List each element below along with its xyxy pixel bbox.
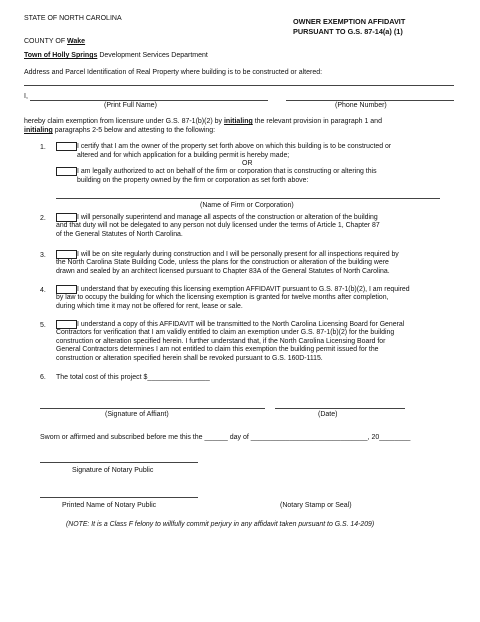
- item-6-number: 6.: [40, 374, 46, 381]
- initialing-emph: initialing: [24, 127, 53, 134]
- item-4-line: I understand that by executing this licensing exemption AFFIDAVIT pursuant to G.S. 87-1(b)(2), I am required: [77, 286, 410, 293]
- form-title-line1: OWNER EXEMPTION AFFIDAVIT: [293, 17, 406, 26]
- item-5-line: construction or alteration specified herein. I further understand that, if the North Carolina Licensing Board for: [56, 337, 386, 345]
- item-1-number: 1.: [40, 144, 46, 151]
- firm-line[interactable]: [56, 198, 440, 199]
- county-name: Wake: [67, 38, 86, 45]
- notary-stamp-label: (Notary Stamp or Seal): [280, 502, 352, 509]
- item-1a-text: [77, 143, 391, 160]
- state-label: STATE OF NORTH CAROLINA: [24, 15, 122, 22]
- initialing-emph: initialing: [223, 118, 253, 125]
- county-prefix: COUNTY OF: [24, 38, 68, 45]
- affiant-signature-label: (Signature of Affiant): [105, 411, 169, 418]
- item-5-line: General Contractors determines I am not entitled to claim this exemption the building permit issued for the: [56, 346, 379, 354]
- notary-signature-line[interactable]: [40, 462, 198, 463]
- town-department: [24, 51, 208, 60]
- town-name: Town of Holly Springs: [24, 52, 98, 59]
- item-5-line: construction or alteration specified herein shall be revoked pursuant to G.S. 160D-1115.: [56, 354, 323, 362]
- item-1a-line: I certify that I am the owner of the property set forth above on which this building is to be constructed or: [77, 143, 392, 150]
- department-name: Development Services Department: [97, 52, 208, 59]
- item-4-line: by law to occupy the building for which the licensing exemption is granted for twelve months after completion,: [56, 294, 389, 301]
- claim-line2: [24, 126, 215, 135]
- item-2-line: and that duty will not be delegated to any person not duly licensed under the terms of Article 1, Chapter 87: [56, 222, 380, 229]
- item-4-line: during which time it may not be offered for rent, lease or sale.: [56, 302, 243, 310]
- form-title-line2: PURSUANT TO G.S. 87-14(a) (1): [293, 27, 403, 36]
- affiant-signature-line[interactable]: [40, 408, 265, 409]
- address-line[interactable]: [24, 85, 454, 86]
- initial-box-4[interactable]: [56, 285, 77, 294]
- item-3-line: I will be on site regularly during construction and I will be personally present for all inspections required by: [77, 251, 399, 258]
- date-label: (Date): [318, 411, 338, 418]
- item-2-line: of the General Statutes of North Carolina.: [56, 230, 183, 238]
- total-cost-field[interactable]: The total cost of this project $________________: [56, 374, 210, 381]
- item-3-cont: [56, 259, 390, 276]
- claim-text-a: hereby claim exemption from licensure under G.S. 87-1(b)(2) by: [24, 118, 224, 125]
- firm-label: (Name of Firm or Corporation): [200, 202, 294, 209]
- county-label: [24, 37, 85, 46]
- initial-box-2[interactable]: [56, 213, 77, 222]
- item-1b-line: building on the property owned by the firm or corporation as set forth above:: [77, 176, 309, 184]
- or-label: OR: [242, 160, 253, 167]
- notary-name-label: Printed Name of Notary Public: [62, 502, 157, 509]
- phone-number-label: (Phone Number): [335, 102, 387, 109]
- claim-line1: [24, 117, 382, 126]
- address-label: Address and Parcel Identification of Real Property where building is to be constructed or altered:: [24, 69, 323, 76]
- item-5-number: 5.: [40, 322, 46, 329]
- item-5-cont: [56, 329, 394, 363]
- initial-box-5[interactable]: [56, 320, 77, 329]
- item-3-number: 3.: [40, 252, 46, 259]
- initial-box-1a[interactable]: [56, 142, 77, 151]
- item-1a-line: altered and for which application for a building permit is hereby made;: [77, 151, 290, 159]
- item-1b-text: [77, 168, 377, 185]
- sworn-statement: Sworn or affirmed and subscribed before me this the ______ day of ______________________________, 20________: [40, 434, 411, 441]
- item-3-line: the North Carolina State Building Code, unless the plans for the construction or alteration of the building were: [56, 259, 389, 266]
- perjury-note: (NOTE: It is a Class F felony to willfully commit perjury in any affidavit taken pursuant to G.S. 14-209): [66, 521, 375, 528]
- item-5-line: Contractors for verification that I am validly entitled to claim an exemption under G.S. 87-1(b)(2) for the building: [56, 329, 395, 336]
- initial-box-3[interactable]: [56, 250, 77, 259]
- i-label: I,: [24, 93, 28, 100]
- claim-text-b: paragraphs 2-5 below and attesting to the following:: [52, 127, 216, 134]
- initial-box-1b[interactable]: [56, 167, 77, 176]
- item-1b-line: I am legally authorized to act on behalf of the firm or corporation that is constructing or altering this: [77, 168, 377, 175]
- item-2-number: 2.: [40, 215, 46, 222]
- item-2-cont: [56, 222, 380, 239]
- date-line[interactable]: [275, 408, 405, 409]
- item-2-line: I will personally superintend and manage all aspects of the construction or alteration of the building: [77, 214, 378, 221]
- notary-name-line[interactable]: [40, 497, 198, 498]
- item-5-line: I understand a copy of this AFFIDAVIT will be transmitted to the North Carolina Licensing Board for General: [77, 321, 405, 328]
- item-3-line: drawn and sealed by an architect licensed pursuant to Chapter 83A of the General Statutes of North Carolina.: [56, 267, 390, 275]
- item-4-cont: [56, 294, 388, 311]
- print-full-name-label: (Print Full Name): [104, 102, 157, 109]
- claim-text-c: the relevant provision in paragraph 1 and: [252, 118, 382, 125]
- item-4-number: 4.: [40, 287, 46, 294]
- notary-signature-label: Signature of Notary Public: [72, 467, 154, 474]
